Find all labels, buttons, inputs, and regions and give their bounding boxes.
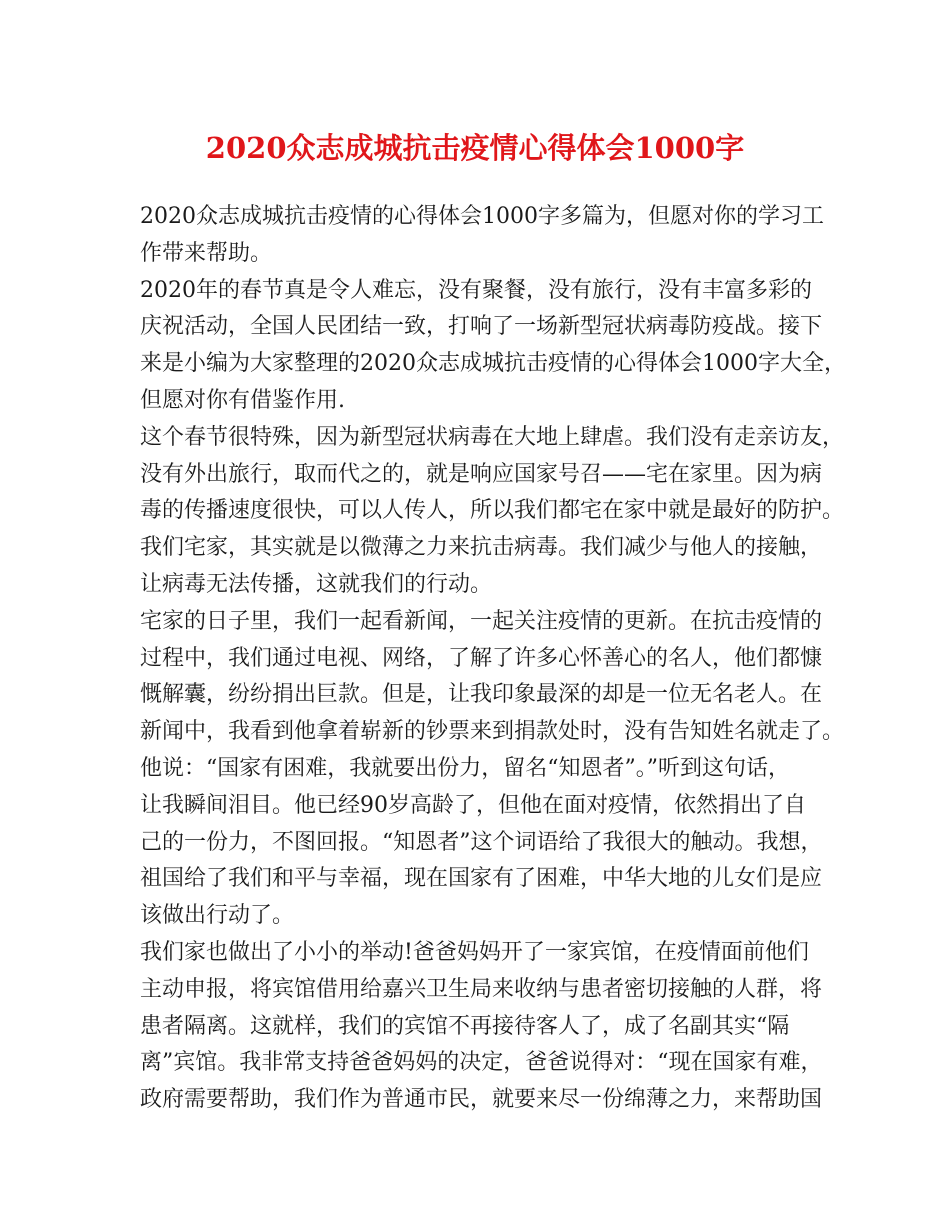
text-line: 毒的传播速度很快，可以人传人，所以我们都宅在家中就是最好的防护。 [140,498,845,524]
text-line: 我们宅家，其实就是以微薄之力来抗击病毒。我们减少与他人的接触， [140,535,823,561]
text-line: 作带来帮助。 [140,240,273,266]
text-line: 我们家也做出了小小的举动!爸爸妈妈开了一家宾馆，在疫情面前他们 [140,939,809,965]
text-line: 让我瞬间泪目。他已经90岁高龄了，但他在面对疫情，依然捐出了自 [140,792,806,818]
text-line: 离”宾馆。我非常支持爸爸妈妈的决定，爸爸说得对：“现在国家有难， [140,1050,823,1076]
text-line: 患者隔离。这就样，我们的宾馆不再接待客人了，成了名副其实“隔 [140,1013,790,1039]
text-line: 2020众志成城抗击疫情的心得体会1000字多篇为，但愿对你的学习工 [140,204,824,229]
text-line: 祖国给了我们和平与幸福，现在国家有了困难，中华大地的儿女们是应 [140,866,823,892]
text-line: 政府需要帮助，我们作为普通市民，就要来尽一份绵薄之力，来帮助国 [140,1087,823,1113]
document-title: 2020众志成城抗击疫情心得体会1000字 [205,131,745,165]
text-line: 新闻中，我看到他拿着崭新的钞票来到捐款处时，没有告知姓名就走了。 [140,719,845,745]
document-body [140,199,846,1119]
text-line: 2020年的春节真是令人难忘，没有聚餐，没有旅行，没有丰富多彩的 [140,277,812,303]
text-line: 但愿对你有借鉴作用. [140,387,345,413]
text-line: 主动申报，将宾馆借用给嘉兴卫生局来收纳与患者密切接触的人群，将 [140,976,823,1002]
text-line: 慨解囊，纷纷捐出巨款。但是，让我印象最深的却是一位无名老人。在 [140,682,823,708]
text-line: 庆祝活动，全国人民团结一致，打响了一场新型冠状病毒防疫战。接下 [140,314,823,340]
text-line: 己的一份力，不图回报。“知恩者”这个词语给了我很大的触动。我想， [140,829,823,855]
text-line: 这个春节很特殊，因为新型冠状病毒在大地上肆虐。我们没有走亲访友， [140,424,845,450]
text-line: 没有外出旅行，取而代之的，就是响应国家号召——宅在家里。因为病 [140,461,823,487]
text-line: 宅家的日子里，我们一起看新闻，一起关注疫情的更新。在抗击疫情的 [140,608,823,634]
text-line: 来是小编为大家整理的2020众志成城抗击疫情的心得体会1000字大全， [140,351,846,377]
text-line: 他说：“国家有困难，我就要出份力，留名“知恩者”。”听到这句话， [140,755,790,781]
text-line: 让病毒无法传播，这就我们的行动。 [140,571,493,597]
text-line: 该做出行动了。 [140,903,295,929]
text-line: 过程中，我们通过电视、网络，了解了许多心怀善心的名人，他们都慷 [140,645,823,671]
